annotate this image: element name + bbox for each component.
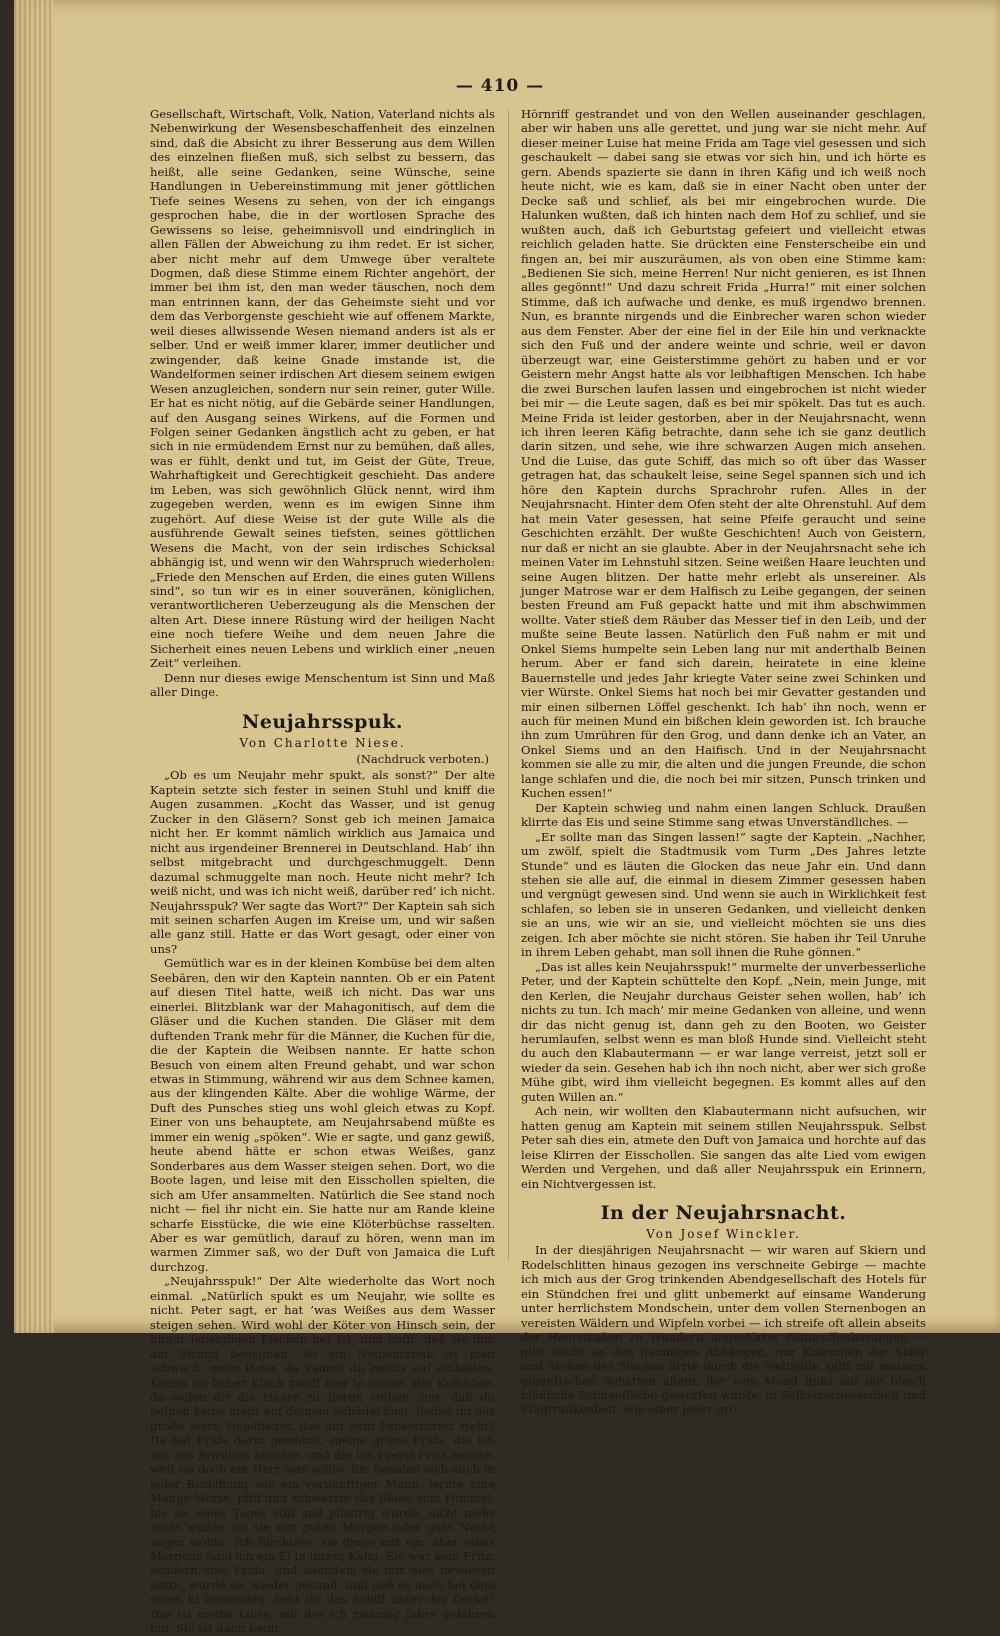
story-title: Neujahrsspuk. bbox=[241, 710, 404, 733]
page-number: — 410 — bbox=[455, 76, 545, 96]
right-column bbox=[521, 107, 926, 1417]
story-paragraph: Der Kaptein schwieg und nahm einen langen Schluck. Draußen klirrte das Eis und seine Stimme sang etwas Unverständliches. — bbox=[521, 800, 926, 830]
left-column bbox=[150, 107, 495, 1636]
story-paragraph: „Ob es um Neujahr mehr spukt, als sonst?“ Der alte Kaptein setzte sich fester in seinen Stuhl und kniff die Augen zusammen. „Kocht das Wasser, und ist genug Zucker in den Gläsern? Sonst geb ich meinen Jamaica nicht her. Er kommt nämlich wirklich aus Jamaica und nicht aus irgendeiner Brennerei in Deutschland. Hab’ ihn selbst mitgebracht und durchgeschmuggelt. Denn dazumal schmuggelte man noch. Heute nicht mehr? Ich weiß nicht, und was ich nicht weiß, darüber red’ ich nicht. Neujahrsspuk? Wer sagte das Wort?“ Der Kaptein sah sich mit seinen scharfen Augen im Kreise um, und wir saßen alle ganz still. Hatte er das Wort gesagt, oder einer von uns? bbox=[150, 768, 495, 956]
story-paragraph: Ach nein, wir wollten den Klabautermann nicht aufsuchen, wir hatten genug am Kaptein mit seinem stillen Neujahrsspuk. Selbst Peter sah dies ein, atmete den Duft von Jamaica und horchte auf das leise Klirren der Eisschollen. Sie sangen das alte Lied vom ewigen Werden und Vergehen, und daß aller Neujahrsspuk ein Erinnern, ein Nichtvergessen ist. bbox=[521, 1104, 926, 1191]
story-paragraph: „Das ist alles kein Neujahrsspuk!“ murmelte der unverbesserliche Peter, und der Kaptein schüttelte den Kopf. „Nein, mein Junge, mit den Kerlen, die Neujahr durchaus Geister sehen wollen, hab’ ich nichts zu tun. Ich mach’ mir meine Gedanken von alleine, und wenn dir das nicht genug ist, dann geh zu den Booten, wo Geister herumlaufen, selbst wenn es man bloß Hunde sind. Vielleicht steht du auch den Klabautermann — er war lange verreist, jetzt soll er wieder da sein. Gesehen hab ich ihn noch nicht, aber wer sich große Mühe gibt, wird ihm vielleicht begegnen. Es kommt alles auf den guten Willen an.“ bbox=[521, 959, 926, 1104]
story-paragraph: Gemütlich war es in der kleinen Kombüse bei dem alten Seebären, den wir den Kaptein nannten. Ob er ein Patent auf diesen Titel hatte, weiß ich nicht. Das war uns einerlei. Blitzblank war der Mahagonitisch, auf dem die Gläser und die Kuchen standen. Die Gläser mit dem duftenden Trank mehr für die Männer, die Kuchen für die, die der Kaptein die Weibsen nannte. Er hatte schon Besuch von einem alten Freund gehabt, und war schon etwas in Stimmung, während wir aus dem Schnee kamen, aus der klingenden Kälte. Aber die wohlige Wärme, der Duft des Punsches stieg uns wohl gleich etwas zu Kopf. Einer von uns behauptete, am Neujahrsabend müßte es immer ein wenig „spöken“. Wie er sagte, und ganz gewiß, heute abend hätte er schon etwas Weißes, ganz Sonderbares aus dem Wasser steigen sehen. Dort, wo die Boote lagen, und leise mit den Eisschollen spielten, die sich am Ufer ansammelten. Natürlich die See stand noch nicht — fiel ihr nicht ein. Sie hatte nur am Rande kleine scharfe Eisstücke, die wie eine Klöterbüchse rasselten. Aber es war gemütlich, darauf zu hören, wenn man im warmen Zimmer saß, wo der Duft von Jamaica die Luft durchzog. bbox=[150, 956, 495, 1274]
bound-page-edges bbox=[14, 0, 54, 1333]
story-paragraph: Hörnriff gestrandet und von den Wellen auseinander geschlagen, aber wir haben uns alle gerettet, und jung war sie nicht mehr. Auf dieser meiner Luise hat meine Frida am Tage viel gesessen und sich geschaukelt — dabei sang sie etwas vor sich hin, und ich hörte es gern. Abends spazierte sie dann in ihren Käfig und ich weiß noch heute nicht, wie es kam, daß sie in einer Nacht oben unter der Decke saß und schlief, als bei mir eingebrochen wurde. Die Halunken wußten, daß ich hinten nach dem Hof zu schlief, und sie wußten auch, daß ich Geburtstag gefeiert und vielleicht etwas reichlich geladen hatte. Sie drückten eine Fensterscheibe ein und fingen an, bei mir auszuräumen, als von oben eine Stimme kam: „Bedienen Sie sich, meine Herren! Nur nicht genieren, es ist Ihnen alles gegönnt!“ Und dazu schreit Frida „Hurra!“ mit einer solchen Stimme, daß ich aufwache und denke, es muß irgendwo brennen. Nun, es brannte nirgends und die Einbrecher waren schon wieder aus dem Fenster. Aber der eine fiel in der Eile hin und verknackte sich den Fuß und der andere weinte und schrie, weil er davon überzeugt war, eine Geisterstimme gehört zu haben und er vor Geistern mehr Angst hatte als vor leibhaftigen Menschen. Ich habe die zwei Burschen laufen lassen und eingebrochen ist nicht wieder bei mir — die Leute sagen, daß es bei mir spökelt. Das tut es auch. Meine Frida ist leider gestorben, aber in der Neujahrsnacht, wenn ich ihren leeren Käfig betrachte, dann sehe ich sie ganz deutlich darin sitzen, und sehe, wie ihre schwarzen Augen mich ansehen. Und die Luise, das gute Schiff, das mich so oft über das Wasser getragen hat, das schaukelt leise, seine Segel spannen sich und ich höre den Kaptein durchs Sprachrohr rufen. Alles in der Neujahrsnacht. Hinter dem Ofen steht der alte Ohrenstuhl. Auf dem hat mein Vater gesessen, hat seine Pfeife geraucht und seine Geschichten erzählt. Der wußte Geschichten! Auch von Geistern, nur daß er nicht an sie glaubte. Aber in der Neujahrsnacht sehe ich meinen Vater im Lehnstuhl sitzen. Seine weißen Haare leuchten und seine Augen blitzen. Der hatte mehr erlebt als unsereiner. Als junger Matrose war er dem Halfisch zu Leibe gegangen, der seinen besten Freund am Fuß gepackt hatte und mit ihm abschwimmen wollte. Vater stieß dem Räuber das Messer tief in den Leib, und der mußte seine Beute lassen. Natürlich den Fuß nahm er mit und Onkel Siems humpelte sein Leben lang nur mit anderthalb Beinen herum. Aber er fand sich darein, heiratete in eine kleine Bauernstelle und jedes Jahr kriegte Vater seine zwei Schinken und vier Würste. Onkel Siems hat noch bei mir Gevatter gestanden und mir einen silbernen Löffel geschenkt. Ich hab’ ihn noch, wenn er auch für meinen Mund ein bißchen klein geworden ist. Ich brauche ihn zum Umrühren für den Grog, und dann denke ich an Vater, an Onkel Siems und an den Haifisch. Und in der Neujahrsnacht kommen sie alle zu mir, die alten und die jungen Freunde, die schon lange schlafen und die, die noch bei mir sitzen, Punsch trinken und Kuchen essen!“ bbox=[521, 107, 926, 801]
story-paragraph: „Neujahrsspuk!“ Der Alte wiederholte das Wort noch einmal. „Natürlich spukt es um Neujahr, wie sollte es nicht. Peter sagt, er hat ’was Weißes aus dem Wasser steigen sehen. Wird wohl der Köter von Hinsch sein, der hinter lebendigen Fischen her ist, und hofft, daß sie ihm am Strand begegnen. So ein Neujahrspuk ist man schwach, mein Peter, da kannst du nichts auf einbilden. Komm du lieber Klock zwölf hier in meine alte Kombüse, da sollen dir die Haare zu Berge stehen, nur, daß du beinah keine mehr auf deinem Schädel hast. Siehst du das große leere Vogelbauer, das auf dem Fensterbrett steht? Da hat Frida darin gewohnt, meine grüne Frida, die ich mit aus Brasilien brachte, und die ich zuerst Fritz nannte, weil sie doch ein Herr sein sollte. Sie benahm sich auch in jeder Beziehung wie ein vernünftiger Mann, lernte eine Menge Worte, pfiff und schwatzte das Blaue vom Himmel, bis sie eines Tages still und plustrig wurde, nicht mehr recht wußte, ob sie mir guten Morgen oder gute Nacht sagen wollte. Ich fürchtete, sie ginge mir ein, aber eines Morgens fand ich ein Ei in ihrem Käfig. Sie war kein Fritz, sondern eine Frida, und nachdem sie mir dies bewiesen hatte, wurde sie wieder gesund, und ließ es auch bei dem einen Ei bewenden. Seht ihr das Schiff unter der Decke? Das ist meine Luise, mit der ich zwanzig Jahre gefahren bin. Sie ist dann beim bbox=[150, 1274, 496, 1636]
article-title: In der Neujahrsnacht. bbox=[600, 1201, 847, 1224]
article-author: Von Josef Winckler. bbox=[646, 1226, 801, 1241]
essay-paragraph: Gesellschaft, Wirtschaft, Volk, Nation, Vaterland nichts als Nebenwirkung der Wesensbeschaffenheit des einzelnen sind, daß die Absicht zu ihrer Besserung aus dem Willen des einzelnen fließen muß, sich selbst zu bessern, das heißt, alle seine Gedanken, seine Wünsche, seine Handlungen in Uebereinstimmung mit jener göttlichen Tiefe seines Wesens zu sehen, von der ich eingangs gesprochen habe, die in der wortlosen Sprache des Gewissens so leise, geheimnisvoll und eindringlich in allen Fällen der Abweichung zu ihm redet. Er ist sicher, aber nicht mehr auf dem Umwege über veraltete Dogmen, daß diese Stimme einem Richter angehört, der immer bei ihm ist, den man weder täuschen, noch dem man entrinnen kann, der das Geheimste sieht und vor dem das Verborgenste geschieht wie auf offenem Markte, weil dieses allwissende Wesen niemand anders ist als er selber. Und er weiß immer klarer, immer deutlicher und zwingender, daß keine Gnade imstande ist, die Wandelformen seiner irdischen Art diesem seinem ewigen Wesen anzugleichen, sondern nur sein reiner, guter Wille. Er hat es nicht nötig, auf die Gebärde seiner Handlungen, auf den Ausgang seines Wirkens, auf die Formen und Folgen seiner Gedanken ängstlich acht zu geben, er hat sich in nie ermüdendem Ernst nur zu bemühen, daß alles, was er fühlt, denkt und tut, im Geist der Güte, Treue, Wahrhaftigkeit und Gerechtigkeit geschieht. Das andere im Leben, was sich gewöhnlich Glück nennt, wird ihm zugegeben werden, wenn es im ewigen Sinne ihm zugehört. Auf diese Weise ist der gute Wille als die ausführende Gewalt seines tiefsten, seines göttlichen Wesens die Macht, von der sein irdisches Schicksal abhängig ist, und wenn wir den Wahrspruch wiederholen: „Friede den Menschen auf Erden, die eines guten Willens sind“, so tun wir es in einer souveränen, königlichen, verantwortlicheren Ueberzeugung als die Menschen der alten Art. Diese innere Rüstung wird der heiligen Nacht eine noch tiefere Weihe und dem neuen Jahre die Sicherheit eines neuen Lebens und wirklich einer „neuen Zeit“ verleihen. bbox=[150, 107, 495, 671]
story-paragraph: „Er sollte man das Singen lassen!“ sagte der Kaptein. „Nachher, um zwölf, spielt die Stadtmusik vom Turm „Des Jahres letzte Stunde“ und es läuten die Glocken das neue Jahr ein. Und dann stehen sie alle auf, die einmal in diesem Zimmer gesessen haben und vergnügt gewesen sind. Und wenn sie auch in Wirklichkeit fest schlafen, so leben sie in unseren Gedanken, und vielleicht denken sie an uns, wie wir an sie, und vielleicht möchten sie uns dies zeigen. Ich aber möchte sie nicht stören. Sie haben ihr Teil Unruhe in ihrem Leben gehabt, man soll ihnen die Ruhe gönnen.“ bbox=[521, 829, 926, 960]
story-author: Von Charlotte Niese. bbox=[239, 735, 406, 750]
article-paragraph: In der diesjährigen Neujahrsnacht — wir waren auf Skiern und Rodelschlitten hinaus gezogen ins verschneite Gebirge — machte ich mich aus der Grog trinkenden Abendgesellschaft des Hotels für ein Stündchen frei und glitt unbemerkt auf einsame Wanderung unter herrlichstem Mondschein, unter dem vollen Sternenbogen an vereisten Wäldern und Wipfeln vorbei — ich streife oft allein abseits der Heerstraßen zu Wundern ungestörter Naturoffenbarungen — glitt leicht an den flaumigen Abhängen, nur Knirschen der Skier und Stoßen des Stockes firrte durch die Weltstille, glitt mit meinem gigantischen Schatten allein, der vom Mond links auf die bleich bläuliche Schneefläche geworfen wurde, in Selbstvergessenheit und Flugtrunkenheit, wie einer jener gro- bbox=[521, 1243, 926, 1417]
column-divider bbox=[508, 110, 509, 1260]
reprint-note: (Nachdruck verboten.) bbox=[356, 752, 489, 767]
essay-paragraph: Denn nur dieses ewige Menschentum ist Sinn und Maß aller Dinge. bbox=[150, 670, 495, 700]
